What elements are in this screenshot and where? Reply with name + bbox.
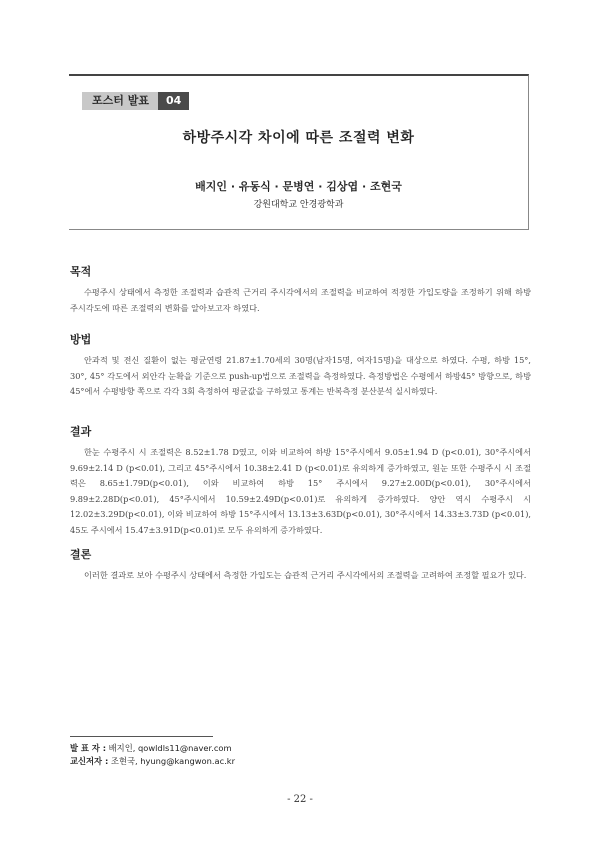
section-body: 수평주시 상태에서 측정한 조절력과 습관적 근거리 주시각에서의 조절력을 비교하여 적정한 가입도량을 조정하기 위해 하방 주시각도에 따른 조절력의 변화를 알아보고자 하였다.	[70, 287, 531, 313]
corresponding-label: 교신저자 :	[70, 756, 109, 766]
poster-tag	[82, 92, 189, 110]
footnote-presenter	[70, 742, 232, 754]
poster-tag-label: 포스터 발표	[82, 92, 158, 110]
section-body: 안과적 및 전신 질환이 없는 평균연령 21.87±1.70세의 30명(남자15명, 여자15명)을 대상으로 하였다. 수평, 하방 15°, 30°, 45° 각도에서 외안각 눈확을 기준으로 push-up법으로 조절력을 측정하였다. 측정방법은 수평에서 하방45° 방향으로, 하방45°에서 수평방향 쪽으로 각각 3회 측정하여 평균값을 구하였고 통계는 반복측정 분산분석 실시하였다.	[70, 355, 531, 396]
section-purpose	[70, 264, 531, 316]
section-body: 한눈 수평주시 시 조절력은 8.52±1.78 D였고, 이와 비교하여 하방 15°주시에서 9.05±1.94 D (p<0.01), 30°주시에서 9.69±2.14 D (p<0.01), 그리고 45°주시에서 10.38±2.41 D (p<0.01)로 유의하게 증가하였고, 원눈 또한 수평주시 시 조절력은 8.65±1.79D(p<0.01), 이와 비교하여 하방 15° 주시에서 9.27±2.00D(p<0.01), 30°주시에서 9.89±2.28D(p<0.01), 45°주시에서 10.59±2.49D(p<0.01)로 유의하게 증가하였다. 양안 역시 수평주시 시 12.02±3.29D(p<0.01), 이와 비교하여 하방 15°주시에서 13.13±3.63D(p<0.01), 30°주시에서 14.33±3.73D (p<0.01), 45도 주시에서 15.47±3.91D(p<0.01)로 모두 유의하게 증가하였다.	[70, 447, 531, 535]
presenter-info: 배지인, qowldls11@naver.com	[108, 743, 232, 753]
poster-header	[69, 74, 529, 230]
page-number: - 22 -	[287, 794, 313, 805]
paper-title: 하방주시각 차이에 따른 조절력 변화	[182, 130, 415, 146]
presenter-label: 발 표 자 :	[70, 743, 107, 753]
section-conclusion	[70, 547, 531, 584]
affiliation: 강원대학교 안경광학과	[253, 200, 344, 210]
section-heading: 결과	[70, 425, 92, 438]
section-heading: 결론	[70, 548, 92, 561]
footnote-corresponding	[70, 755, 235, 767]
corresponding-info: 조현국, hyung@kangwon.ac.kr	[110, 756, 236, 766]
section-method	[70, 332, 531, 400]
section-heading: 목적	[70, 265, 92, 278]
section-heading: 방법	[70, 333, 92, 346]
poster-tag-number: 04	[158, 92, 189, 110]
author-list: 배지인 · 유동식 · 문병연 · 김상엽 · 조현국	[195, 180, 402, 193]
section-body: 이러한 결과로 보아 수평주시 상태에서 측정한 가입도는 습관적 근거리 주시각에서의 조절력을 고려하여 조정할 필요가 있다.	[84, 570, 527, 580]
section-results	[70, 424, 531, 538]
footnote-divider	[70, 736, 213, 737]
